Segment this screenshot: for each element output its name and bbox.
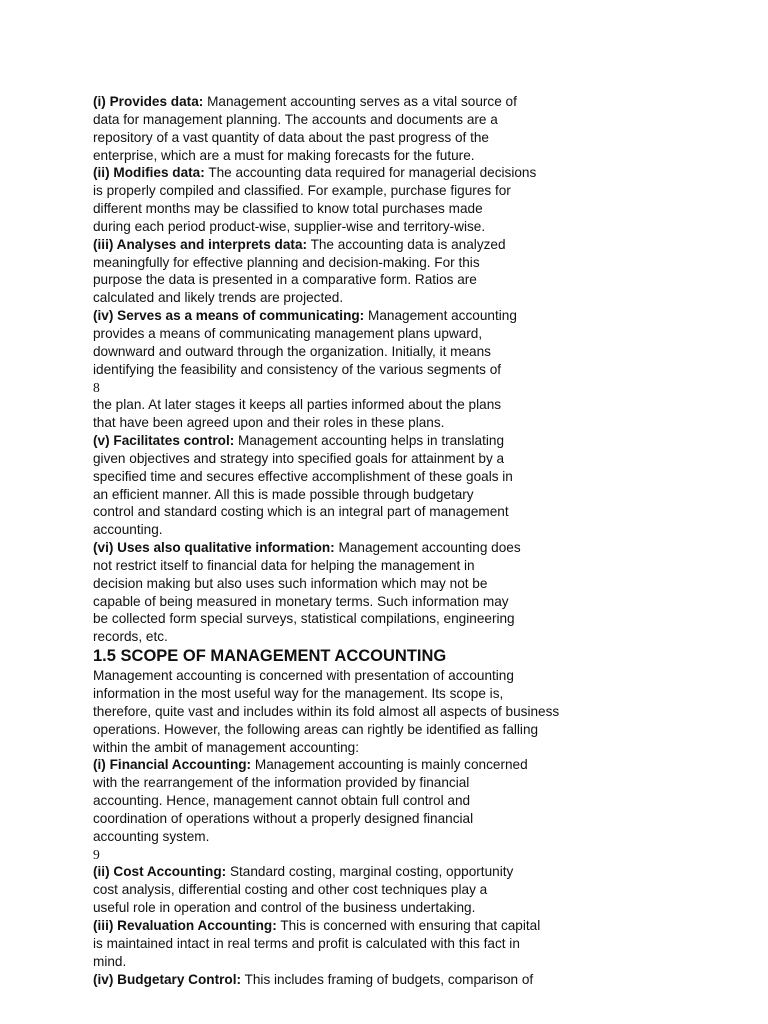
item-text: that have been agreed upon and their roles in these plans. [93, 415, 445, 431]
item-text: therefore, quite vast and includes within its fold almost all aspects of business [93, 703, 560, 719]
text-line [93, 307, 653, 325]
item-text: accounting system. [93, 828, 210, 844]
text-line [93, 468, 653, 486]
section-heading: 1.5 SCOPE OF MANAGEMENT ACCOUNTING [93, 647, 447, 666]
item-text: accounting. Hence, management cannot obtain full control and [93, 793, 471, 809]
text-line [93, 93, 653, 111]
item-text: The accounting data required for managerial decisions [208, 165, 537, 181]
item-text: be collected form special surveys, statistical compilations, engineering [93, 611, 515, 627]
text-line [93, 432, 653, 450]
text-line [93, 774, 653, 792]
text-line [93, 667, 653, 685]
item-text: is maintained intact in real terms and profit is calculated with this fact in [93, 935, 520, 951]
item-text: different months may be classified to know total purchases made [93, 201, 483, 217]
item-text: This is concerned with ensuring that capital [280, 917, 541, 933]
item-text: with the rearrangement of the information provided by financial [93, 775, 470, 791]
item-text: The accounting data is analyzed [310, 236, 506, 252]
item-text: Management accounting serves as a vital source of [207, 94, 517, 109]
item-text: purpose the data is presented in a comparative form. Ratios are [93, 272, 477, 288]
text-line [93, 503, 653, 521]
item-text: capable of being measured in monetary terms. Such information may [93, 593, 509, 609]
item-text: identifying the feasibility and consistency of the various segments of [93, 361, 502, 377]
item-text: Management accounting helps in translating [238, 433, 505, 449]
text-line [93, 739, 653, 757]
list-item [93, 93, 653, 164]
list-item [93, 432, 653, 539]
item-text: the plan. At later stages it keeps all parties informed about the plans [93, 397, 502, 413]
paragraph [93, 396, 653, 432]
text-line [93, 863, 653, 881]
item-text: cost analysis, differential costing and other cost techniques play a [93, 882, 488, 898]
item-text: information in the most useful way for the management. Its scope is, [93, 686, 504, 701]
list-item [93, 236, 653, 307]
item-text: useful role in operation and control of the business undertaking. [93, 900, 476, 916]
text-line [93, 917, 653, 935]
text-line [93, 721, 653, 739]
document-body [93, 93, 653, 988]
item-text: This includes framing of budgets, comparison of [244, 971, 534, 987]
text-line [93, 182, 653, 200]
text-line [93, 396, 653, 414]
text-line [93, 899, 653, 917]
text-line [93, 971, 653, 989]
item-text: specified time and secures effective accomplishment of these goals in [93, 468, 513, 484]
text-line [93, 828, 653, 846]
text-line [93, 325, 653, 343]
list-item [93, 756, 653, 845]
list-item [93, 539, 653, 646]
item-text: meaningfully for effective planning and decision-making. For this [93, 254, 480, 270]
text-line [93, 575, 653, 593]
text-line [93, 164, 653, 182]
text-line [93, 450, 653, 468]
page-number: 8 [93, 379, 100, 395]
text-line [93, 147, 653, 165]
text-line [93, 486, 653, 504]
item-text: data for management planning. The accounts and documents are a [93, 111, 498, 127]
text-line [93, 881, 653, 899]
item-label: (v) Facilitates control: [93, 433, 235, 449]
item-text: mind. [93, 953, 127, 969]
text-line [93, 703, 653, 721]
item-text: records, etc. [93, 629, 168, 645]
text-line [93, 271, 653, 289]
page-number: 9 [93, 846, 100, 862]
item-text: not restrict itself to financial data for helping the management in [93, 557, 475, 573]
item-text: control and standard costing which is an integral part of management [93, 504, 509, 520]
text-line [93, 218, 653, 236]
item-text: Management accounting [368, 308, 517, 324]
list-item [93, 164, 653, 235]
text-line [93, 539, 653, 557]
item-text: Standard costing, marginal costing, opportunity [229, 864, 514, 880]
text-line [93, 414, 653, 432]
text-line [93, 935, 653, 953]
item-text: during each period product-wise, supplier-wise and territory-wise. [93, 218, 486, 234]
text-line [93, 129, 653, 147]
item-text: is properly compiled and classified. For example, purchase figures for [93, 183, 511, 199]
text-line [93, 593, 653, 611]
item-label: (iii) Analyses and interprets data: [93, 236, 308, 252]
item-text: Management accounting is concerned with presentation of accounting [93, 668, 514, 684]
item-text: Management accounting is mainly concerned [254, 757, 528, 773]
list-item [93, 917, 653, 971]
text-line [93, 557, 653, 575]
item-label: (ii) Cost Accounting: [93, 864, 227, 880]
item-label: (iii) Revaluation Accounting: [93, 917, 277, 933]
paragraph [93, 667, 653, 756]
list-item [93, 863, 653, 917]
text-line [93, 610, 653, 628]
item-text: operations. However, the following areas can rightly be identified as falling [93, 721, 539, 737]
text-line [93, 289, 653, 307]
item-text: an efficient manner. All this is made possible through budgetary [93, 486, 474, 502]
item-label: (ii) Modifies data: [93, 165, 205, 181]
text-line [93, 792, 653, 810]
text-line [93, 361, 653, 379]
item-text: given objectives and strategy into specified goals for attainment by a [93, 450, 505, 466]
item-label: (vi) Uses also qualitative information: [93, 540, 335, 556]
item-text: provides a means of communicating management plans upward, [93, 325, 483, 341]
item-text: accounting. [93, 522, 163, 538]
item-text: coordination of operations without a properly designed financial [93, 810, 474, 826]
list-item [93, 307, 653, 378]
text-line [93, 111, 653, 129]
item-text: enterprise, which are a must for making forecasts for the future. [93, 147, 475, 163]
text-line [93, 953, 653, 971]
item-text: Management accounting does [338, 540, 521, 556]
item-text: calculated and likely trends are projected. [93, 290, 344, 306]
text-line [93, 200, 653, 218]
text-line [93, 343, 653, 361]
text-line [93, 685, 653, 703]
item-label: (iv) Budgetary Control: [93, 971, 242, 987]
item-label: (iv) Serves as a means of communicating: [93, 308, 365, 324]
item-text: decision making but also uses such information which may not be [93, 575, 488, 591]
item-text: repository of a vast quantity of data about the past progress of the [93, 129, 489, 145]
item-text: within the ambit of management accounting: [93, 739, 359, 755]
text-line [93, 628, 653, 646]
list-item [93, 971, 653, 989]
text-line [93, 756, 653, 774]
text-line [93, 521, 653, 539]
text-line [93, 254, 653, 272]
text-line [93, 236, 653, 254]
text-line [93, 810, 653, 828]
item-text: downward and outward through the organization. Initially, it means [93, 343, 491, 359]
item-label: (i) Financial Accounting: [93, 757, 252, 773]
item-label: (i) Provides data: [93, 94, 204, 109]
